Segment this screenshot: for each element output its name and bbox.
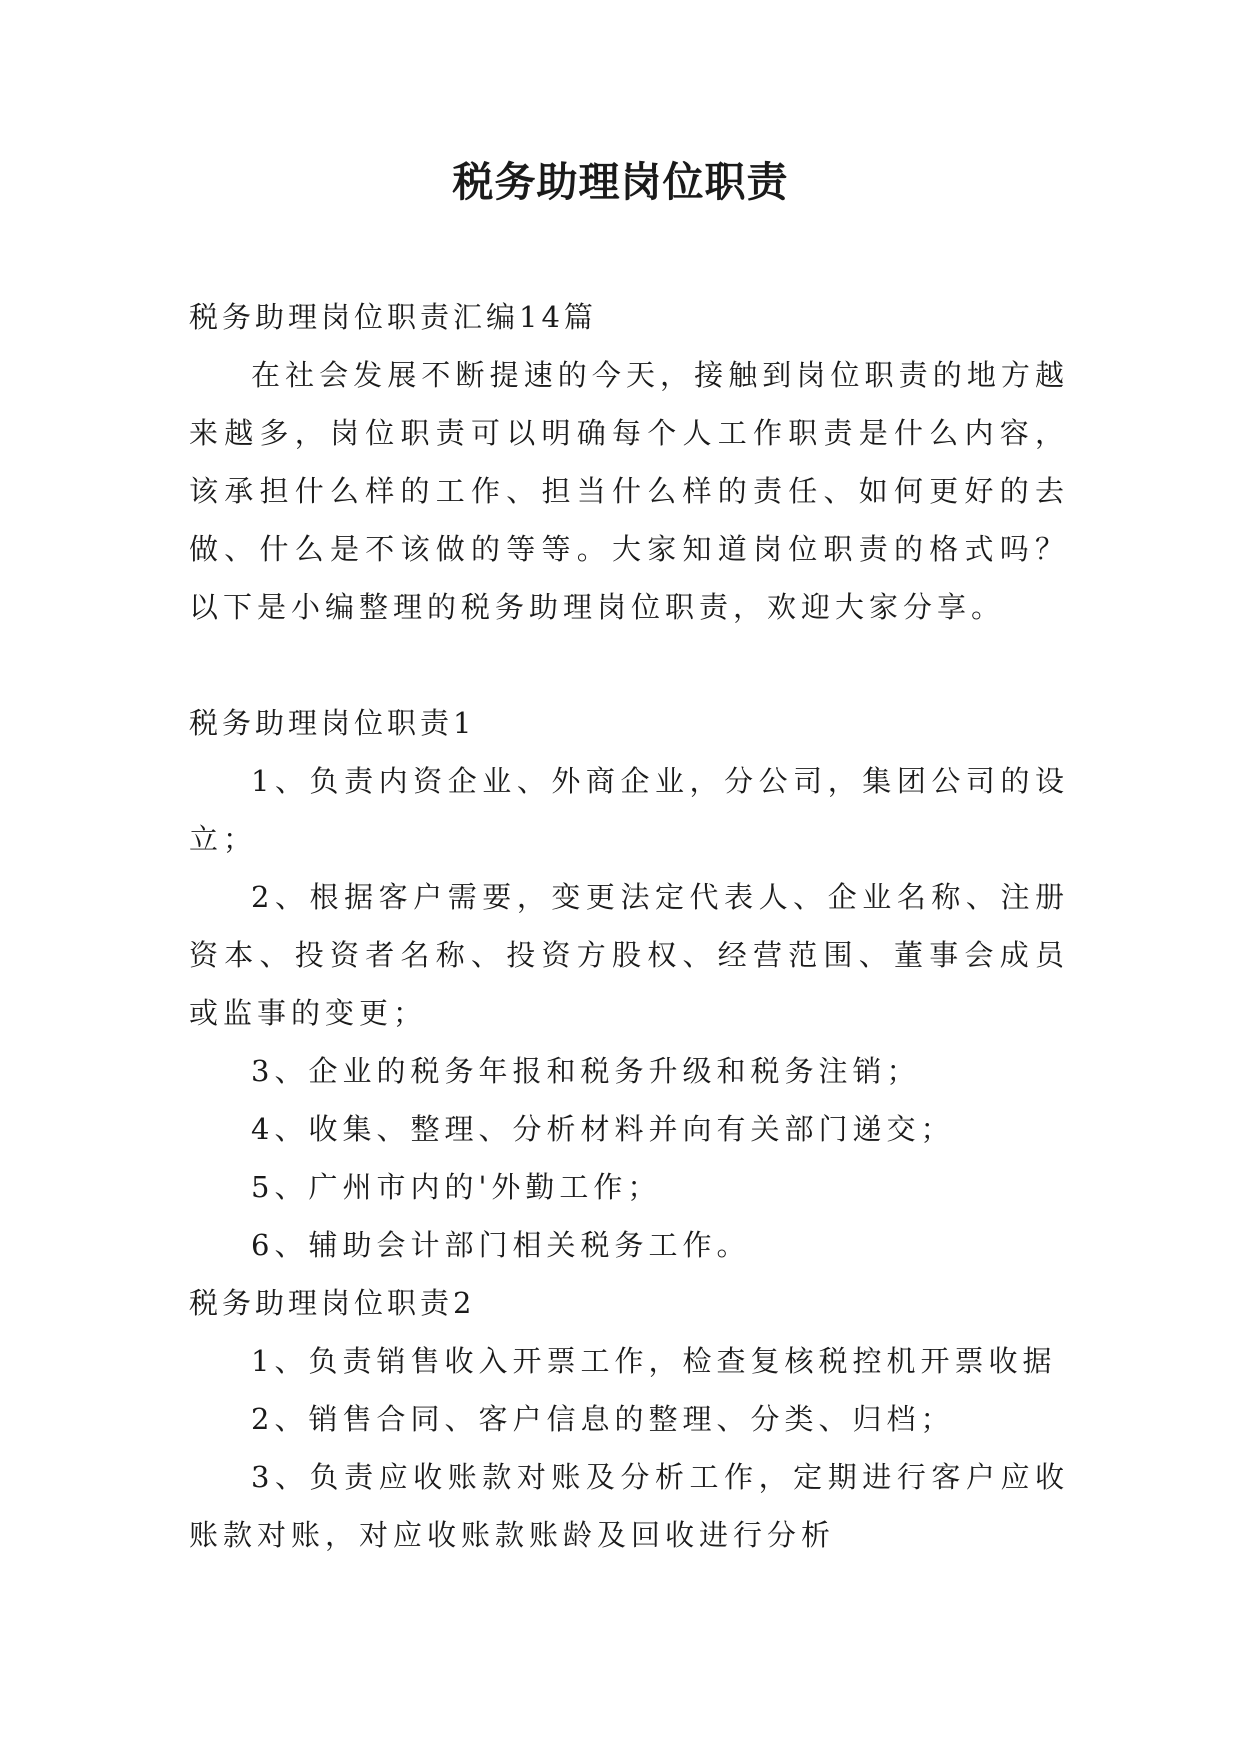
list-item: 2、根据客户需要，变更法定代表人、企业名称、注册资本、投资者名称、投资方股权、经营范围、董事会成员或监事的变更； [189, 880, 1069, 1030]
document-body [189, 288, 1069, 1564]
document-subtitle: 税务助理岗位职责汇编14篇 [189, 300, 597, 334]
list-item: 3、负责应收账款对账及分析工作，定期进行客户应收账款对账，对应收账款账龄及回收进行分析 [189, 1460, 1069, 1552]
section-heading: 税务助理岗位职责2 [189, 1286, 476, 1320]
list-item: 2、销售合同、客户信息的整理、分类、归档； [251, 1402, 955, 1436]
document-title: 税务助理岗位职责 [452, 158, 789, 206]
list-item: 1、负责销售收入开票工作，检查复核税控机开票收据 [251, 1344, 1057, 1378]
list-item: 3、企业的税务年报和税务升级和税务注销； [251, 1054, 921, 1088]
list-item: 4、收集、整理、分析材料并向有关部门递交； [251, 1112, 955, 1146]
intro-paragraph: 在社会发展不断提速的今天，接触到岗位职责的地方越来越多，岗位职责可以明确每个人工作职责是什么内容，该承担什么样的工作、担当什么样的责任、如何更好的去做、什么是不该做的等等。大家知道岗位职责的格式吗？以下是小编整理的税务助理岗位职责，欢迎大家分享。 [189, 358, 1069, 624]
section-heading: 税务助理岗位职责1 [189, 706, 476, 740]
list-item: 1、负责内资企业、外商企业，分公司，集团公司的设立； [189, 764, 1069, 856]
list-item: 6、辅助会计部门相关税务工作。 [251, 1228, 751, 1262]
list-item: 5、广州市内的'外勤工作； [251, 1170, 662, 1204]
section-spacer [189, 636, 1069, 694]
